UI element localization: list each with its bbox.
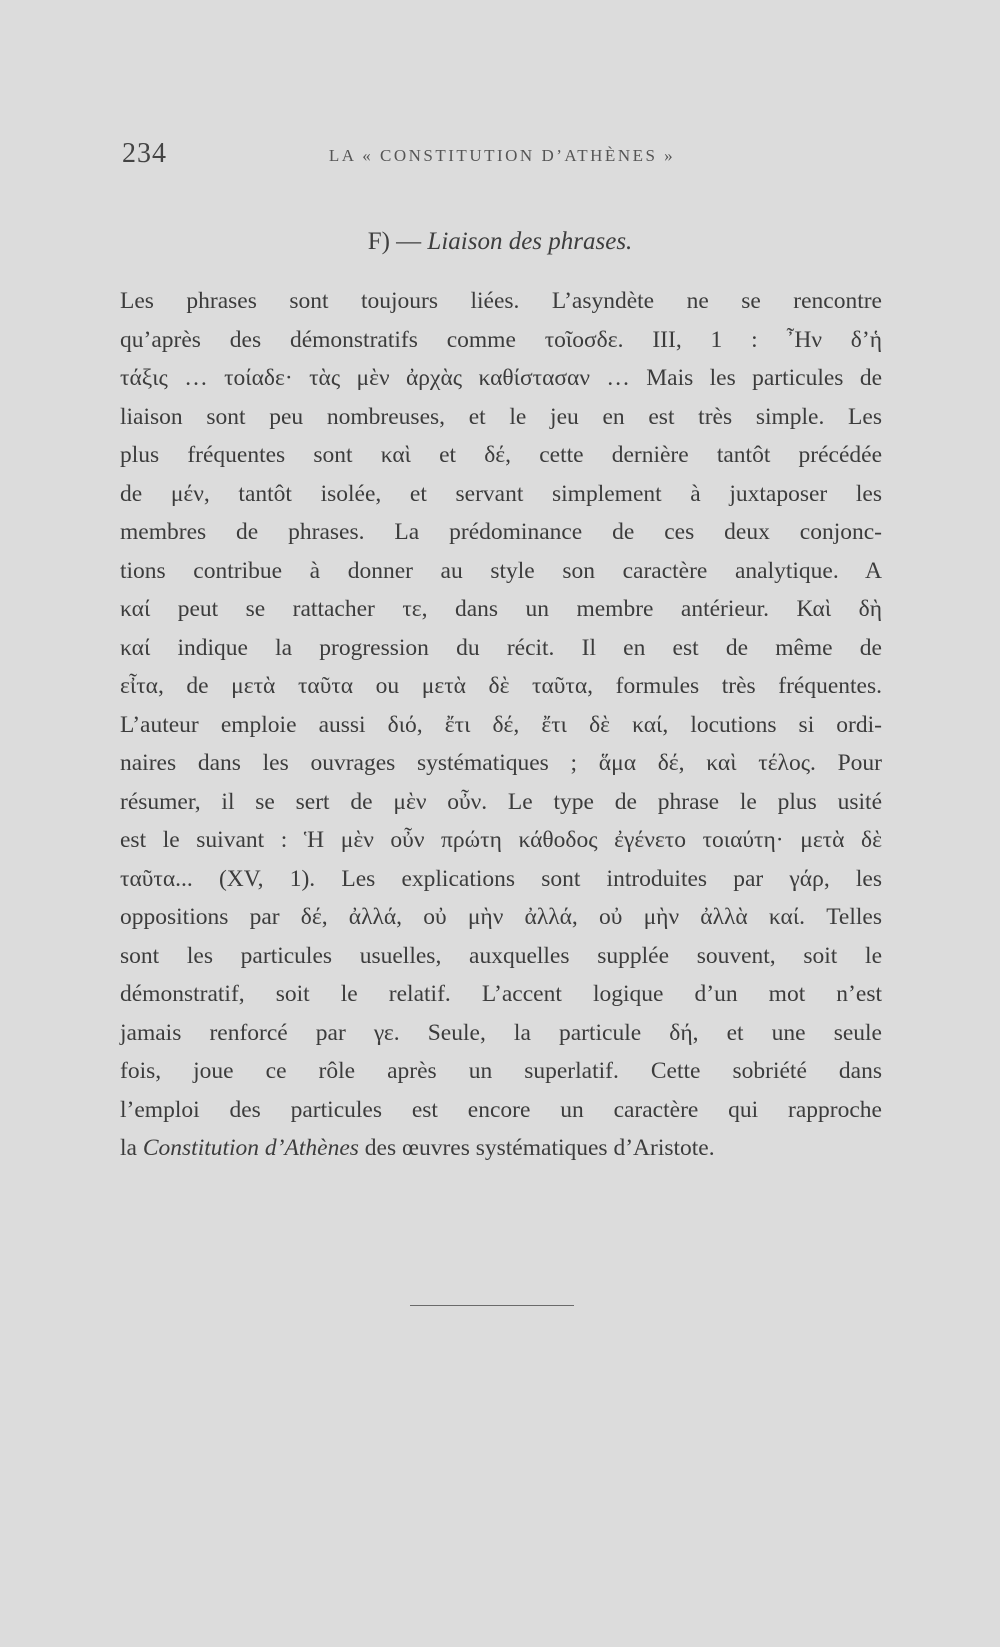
text-line: fois, joue ce rôle après un superlatif. Cette sobriété dans	[120, 1058, 882, 1084]
text-line: qu’après des démonstratifs comme τοῖοσδε. III, 1 : ῏Ην δ’ἡ	[120, 326, 882, 353]
text-line: démonstratif, soit le relatif. L’accent logique d’un mot n’est	[120, 981, 882, 1007]
text-line: liaison sont peu nombreuses, et le jeu en est très simple. Les	[120, 403, 882, 430]
text-line: membres de phrases. La prédominance de ces deux conjonc-	[120, 519, 882, 545]
section-label: F) —	[367, 228, 428, 255]
text-line: naires dans les ouvrages systématiques ; ἅμα δέ, καὶ τέλος. Pour	[120, 750, 882, 776]
text-line: καί peut se rattacher τε, dans un membre antérieur. Καὶ δὴ	[120, 596, 882, 622]
body-text	[120, 282, 882, 1168]
text-line: tions contribue à donner au style son caractère analytique. A	[120, 557, 882, 584]
text-line: plus fréquentes sont καὶ et δέ, cette dernière tantôt précédée	[120, 442, 882, 468]
page-number: 234	[122, 138, 167, 169]
text-line: est le suivant : Ἡ μὲν οὖν πρώτη κάθοδος ἐγένετο τοιαύτη· μετὰ δὲ	[120, 827, 882, 853]
text-line: Les phrases sont toujours liées. L’asyndète ne se rencontre	[120, 288, 882, 314]
section-heading	[0, 228, 1000, 256]
page-header	[122, 138, 882, 178]
text-line: τάξις … τοίαδε· τὰς μὲν ἀρχὰς καθίστασαν … Mais les particules de	[120, 365, 882, 391]
text-line: καί indique la progression du récit. Il en est de même de	[120, 634, 882, 661]
text-line: L’auteur emploie aussi διό, ἔτι δέ, ἔτι δὲ καί, locutions si ordi-	[120, 711, 882, 738]
end-rule	[410, 1305, 574, 1306]
text-line: oppositions par δέ, ἀλλά, οὐ μὴν ἀλλά, οὐ μὴν ἀλλὰ καί. Telles	[120, 904, 882, 930]
text-line: résumer, il se sert de μὲν οὖν. Le type de phrase le plus usité	[120, 788, 882, 815]
running-title: LA « CONSTITUTION D’ATHÈNES »	[328, 146, 676, 165]
work-title: Constitution d’Athènes	[142, 1135, 359, 1161]
text-line: de μέν, tantôt isolée, et servant simplement à juxtaposer les	[120, 480, 882, 507]
text-line: εἶτα, de μετὰ ταῦτα ou μετὰ δὲ ταῦτα, formules très fréquentes.	[120, 673, 882, 699]
section-title: Liaison des phrases.	[427, 228, 633, 255]
last-line-prefix: la	[120, 1135, 143, 1161]
text-line-last	[120, 1129, 882, 1168]
text-line: l’emploi des particules est encore un caractère qui rapproche	[120, 1096, 882, 1123]
text-line: jamais renforcé par γε. Seule, la particule δή, et une seule	[120, 1019, 882, 1046]
last-line-suffix: des œuvres systématiques d’Aristote.	[358, 1135, 715, 1161]
text-line: ταῦτα... (XV, 1). Les explications sont introduites par γάρ, les	[120, 865, 882, 892]
text-line: sont les particules usuelles, auxquelles supplée souvent, soit le	[120, 942, 882, 969]
